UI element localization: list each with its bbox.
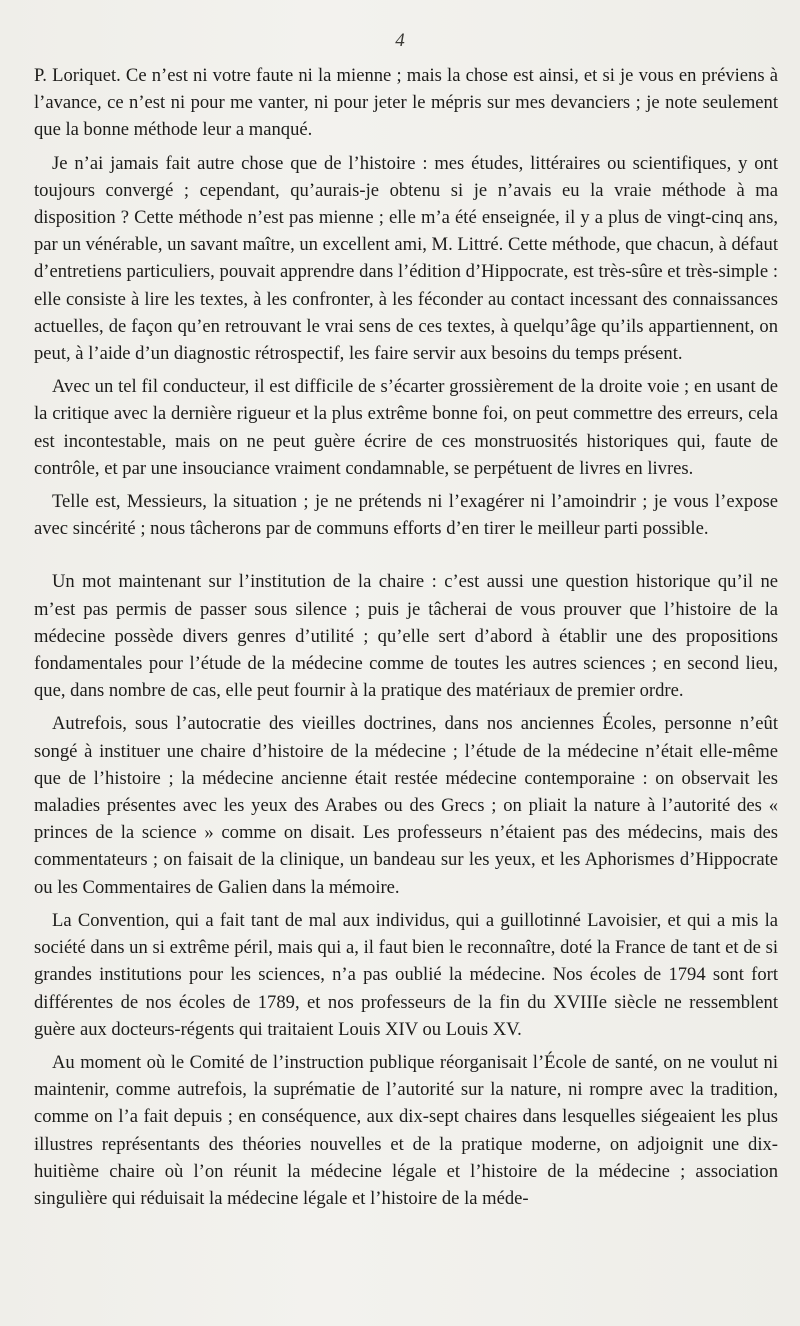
page-number: 4 <box>395 30 405 51</box>
paragraph-chair-institution: Un mot maintenant sur l’institution de la chaire : c’est aussi une question historique qu’il ne m’est pas permis de passer sous silence ; puis je tâcherai de vous prouver que l’histoire de la médecine possède divers genres d’utilité ; qu’elle sert d’abord à établir une des propositions fondamentales pour l’étude de la médecine comme de toutes les autres sciences ; en second lieu, que, dans nombre de cas, elle peut fournir à la pratique des matériaux de premier ordre. <box>34 571 778 702</box>
paragraph-situation: Telle est, Messieurs, la situation ; je ne prétends ni l’exagérer ni l’amoindrir ; je vous l’expose avec sincérité ; nous tâcherons par de communs efforts d’en tirer le meilleur parti possible. <box>34 491 778 540</box>
body-text <box>34 62 778 1212</box>
paragraph-old-schools: Autrefois, sous l’autocratie des vieilles doctrines, dans nos anciennes Écoles, personne n’eût songé à instituer une chaire d’histoire de la médecine ; l’étude de la médecine n’était elle-même que de l’histoire ; la médecine ancienne était restée médecine contemporaine : on observait les maladies présentes avec les yeux des Arabes ou des Grecs ; on pliait la nature à l’autorité des « princes de la science » comme on disait. Les professeurs n’étaient pas des médecins, mais des commentateurs ; on faisait de la clinique, un bandeau sur les yeux, et les Aphorismes d’Hippocrate ou les Commentaires de Galien dans la mémoire. <box>34 713 778 898</box>
paragraph-guideline: Avec un tel fil conducteur, il est difficile de s’écarter grossièrement de la droite voie ; en usant de la critique avec la dernière rigueur et la plus extrême bonne foi, on peut commettre des erreurs, cela est incontestable, mais on ne peut guère écrire de ces monstruosités historiques qui, faute de contrôle, et par une insouciance vraiment condamnable, se perpétuent de livres en livres. <box>34 376 778 479</box>
paragraph-method: Je n’ai jamais fait autre chose que de l’histoire : mes études, littéraires ou scientifiques, y ont toujours convergé ; cependant, qu’aurais-je obtenu si je n’avais eu la vraie méthode à ma disposition ? Cette méthode n’est pas mienne ; elle m’a été enseignée, il y a plus de vingt-cinq ans, par un vénérable, un savant maître, un excellent ami, M. Littré. Cette méthode, que chacun, à défaut d’entretiens particuliers, pouvait apprendre dans l’édition d’Hippocrate, est très-sûre et très-simple : elle consiste à lire les textes, à les confronter, à les féconder au contact incessant des connaissances actuelles, de façon qu’en retrouvant le vrai sens de ces textes, à quelqu’âge qu’ils appartiennent, on peut, à l’aide d’un diagnostic rétrospectif, les faire servir aux besoins du temps présent. <box>34 152 778 365</box>
paragraph-ecole-de-sante: Au moment où le Comité de l’instruction publique réorganisait l’École de santé, on ne voulut ni maintenir, comme autrefois, la suprématie de l’autorité sur la nature, ni rompre avec la tradition, comme on l’a fait depuis ; en conséquence, aux dix-sept chaires dans lesquelles siégeaient les plus illustres représentants des théories nouvelles et de la pratique moderne, on adjoignit une dix-huitième chaire où l’on réunit la médecine légale et l’histoire de la médecine ; association singulière qui réduisait la médecine légale et l’histoire de la méde- <box>34 1051 778 1209</box>
paragraph-continuation: P. Loriquet. Ce n’est ni votre faute ni la mienne ; mais la chose est ainsi, et si je vous en préviens à l’avance, ce n’est ni pour me vanter, ni pour jeter le mépris sur mes devanciers ; je note seulement que la bonne méthode leur a manqué. <box>34 65 778 141</box>
paragraph-convention: La Convention, qui a fait tant de mal aux individus, qui a guillotinné Lavoisier, et qui a mis la société dans un si extrême péril, mais qui a, il faut bien le reconnaître, doté la France de tant et de si grandes institutions pour les sciences, n’a pas oublié la médecine. Nos écoles de 1794 sont fort différentes de nos écoles de 1789, et nos professeurs de la fin du XVIIIe siècle ne ressemblent guère aux docteurs-régents qui traitaient Louis XIV ou Louis XV. <box>34 909 778 1040</box>
